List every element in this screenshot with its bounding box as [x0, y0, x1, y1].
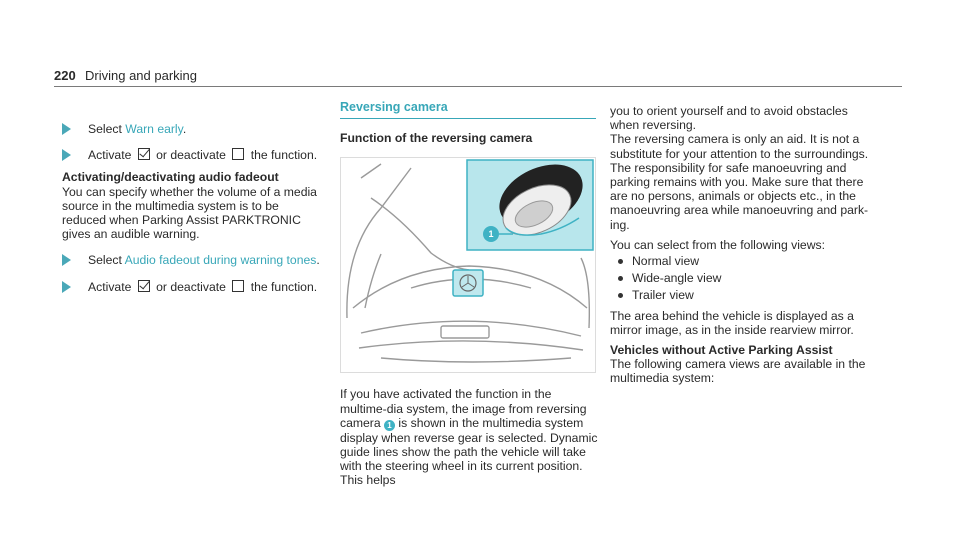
audio-fadeout-body: You can specify whether the volume of a media source in the multimedia system is to be reduced when Parking Assist PARKTRONIC gives an audible warning.	[62, 184, 317, 242]
camera-marker-icon: 1	[384, 420, 395, 431]
step-select-warn-early	[62, 122, 324, 136]
car-rear-illustration	[341, 158, 595, 372]
step-arrow-icon	[62, 281, 71, 293]
paragraph-text: If you have activated the function in the multime-dia system, the image from reversing camera	[340, 387, 587, 430]
column-middle	[340, 100, 598, 488]
checked-box-icon	[138, 148, 150, 160]
paragraph-2: The reversing camera is only an aid. It is not a substitute for your attention to the surroundings. The responsibility for safe manoeuvring and parking remains with you. Make sure that there are no persons, animals or objects etc., in the manoeuvring area while manoeuvring and park-ing.	[610, 132, 869, 232]
step-activate-1	[62, 148, 324, 162]
column-left	[62, 122, 324, 294]
step-text: the function.	[250, 279, 318, 294]
page-number: 220	[54, 68, 76, 83]
no-active-parking-heading: Vehicles without Active Parking Assist	[610, 343, 833, 358]
warn-early-link[interactable]: Warn early	[125, 122, 183, 136]
unchecked-box-icon	[232, 280, 244, 292]
step-text: .	[182, 122, 187, 136]
column-right	[610, 104, 880, 386]
step-text: .	[316, 253, 320, 268]
section-title: Driving and parking	[85, 68, 198, 83]
step-arrow-icon	[62, 123, 71, 135]
step-select-audio-fadeout	[62, 253, 324, 267]
step-text: Select	[88, 253, 125, 268]
step-text: or deactivate	[156, 279, 226, 294]
step-text: the function.	[250, 148, 318, 163]
unchecked-box-icon	[232, 148, 244, 160]
list-item: Trailer view	[610, 288, 880, 302]
paragraph-4: The area behind the vehicle is displayed as a mirror image, as in the inside rearview mirror.	[610, 308, 854, 337]
step-text: Activate	[88, 148, 132, 163]
checked-box-icon	[138, 280, 150, 292]
inset-detail	[467, 158, 593, 250]
audio-fadeout-link[interactable]: Audio fadeout during warning tones	[124, 253, 317, 268]
reversing-camera-heading: Reversing camera	[340, 100, 596, 119]
step-arrow-icon	[62, 254, 71, 266]
audio-fadeout-heading: Activating/deactivating audio fadeout	[62, 170, 279, 185]
step-text: or deactivate	[156, 148, 226, 163]
reversing-camera-figure	[340, 157, 596, 373]
function-subheading: Function of the reversing camera	[340, 131, 533, 146]
figure-marker-label: 1	[488, 229, 494, 240]
list-item: Normal view	[610, 254, 880, 268]
step-arrow-icon	[62, 149, 71, 161]
function-paragraph	[340, 387, 598, 487]
list-item: Wide-angle view	[610, 271, 880, 285]
step-text: Select	[88, 122, 126, 136]
paragraph-5: The following camera views are available in the multimedia system:	[610, 357, 866, 386]
paragraph-3: You can select from the following views:	[610, 237, 825, 252]
step-text: Activate	[88, 279, 132, 294]
step-activate-2	[62, 280, 324, 294]
header-rule	[54, 86, 902, 87]
views-list	[610, 254, 880, 303]
paragraph-1: you to orient yourself and to avoid obstacles when reversing.	[610, 104, 848, 133]
paragraph-text: is shown in the multimedia system display when reverse gear is selected. Dynamic guide lines show the path the vehicle will take with the steering wheel in its current position. This helps	[340, 415, 598, 488]
